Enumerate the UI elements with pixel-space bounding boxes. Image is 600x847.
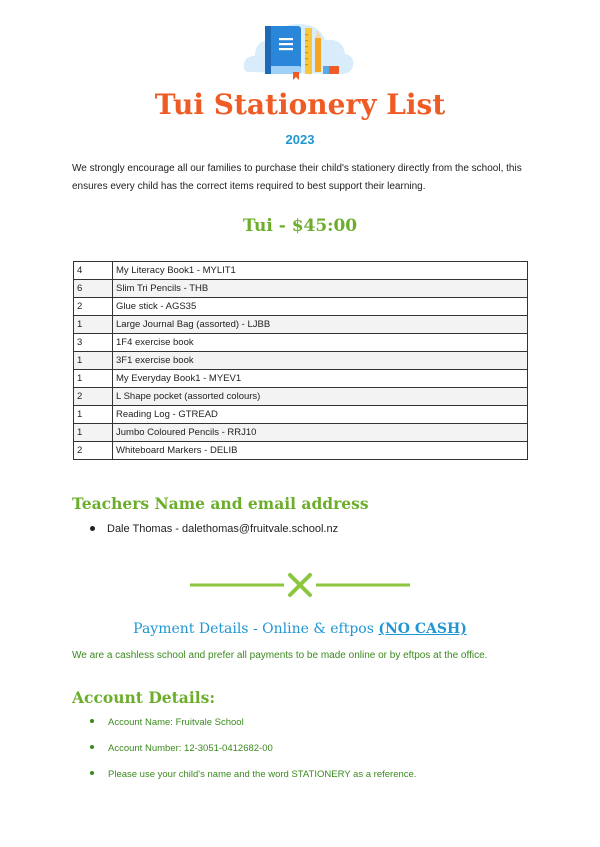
account-number: [90, 743, 273, 754]
bullet-icon: [90, 745, 94, 749]
payment-heading: [0, 621, 600, 637]
table-row: [74, 352, 528, 370]
table-row: [74, 424, 528, 442]
table-row: [74, 298, 528, 316]
teacher-entry: [90, 523, 338, 535]
bullet-icon: [90, 526, 95, 531]
books-stationery-icon: [243, 14, 355, 80]
item-qty: 2: [74, 388, 113, 406]
item-qty: 1: [74, 316, 113, 334]
year: 2023: [285, 132, 315, 147]
item-qty: 1: [74, 352, 113, 370]
item-name: Large Journal Bag (assorted) - LJBB: [113, 316, 528, 334]
item-name: Slim Tri Pencils - THB: [113, 280, 528, 298]
table-row: [74, 370, 528, 388]
teacher-heading: Teachers Name and email address: [72, 494, 369, 513]
table-row: [74, 388, 528, 406]
no-cash-link[interactable]: (NO CASH): [378, 621, 467, 637]
item-name: L Shape pocket (assorted colours): [113, 388, 528, 406]
item-qty: 2: [74, 442, 113, 460]
stationery-table: [73, 261, 528, 460]
item-qty: 1: [74, 406, 113, 424]
table-row: [74, 262, 528, 280]
item-name: Whiteboard Markers - DELIB: [113, 442, 528, 460]
account-name: [90, 717, 244, 728]
item-name: 3F1 exercise book: [113, 352, 528, 370]
table-row: [74, 280, 528, 298]
page-title: Tui Stationery List: [154, 88, 446, 121]
account-name-text: Account Name: Fruitvale School: [108, 717, 244, 728]
payment-note: We are a cashless school and prefer all payments to be made online or by eftpos at the office.: [72, 650, 488, 661]
item-qty: 2: [74, 298, 113, 316]
item-qty: 1: [74, 370, 113, 388]
item-name: My Literacy Book1 - MYLIT1: [113, 262, 528, 280]
account-number-text: Account Number: 12-3051-0412682-00: [108, 743, 273, 754]
intro-text: We strongly encourage all our families to purchase their child's stationery directly from the school, this ensures every child has the correct items required to best support their learning.: [72, 163, 522, 192]
table-row: [74, 442, 528, 460]
payment-heading-text: Payment Details - Online & eftpos: [133, 621, 379, 637]
account-reference-text: Please use your child's name and the word STATIONERY as a reference.: [108, 769, 417, 780]
account-heading: Account Details:: [72, 688, 216, 707]
bullet-icon: [90, 771, 94, 775]
class-price: Tui - $45:00: [242, 216, 358, 236]
item-name: Glue stick - AGS35: [113, 298, 528, 316]
item-name: My Everyday Book1 - MYEV1: [113, 370, 528, 388]
item-qty: 1: [74, 424, 113, 442]
item-qty: 3: [74, 334, 113, 352]
cross-divider-icon: [190, 572, 410, 598]
item-name: 1F4 exercise book: [113, 334, 528, 352]
item-name: Reading Log - GTREAD: [113, 406, 528, 424]
table-row: [74, 316, 528, 334]
item-qty: 4: [74, 262, 113, 280]
bullet-icon: [90, 719, 94, 723]
account-reference: [90, 769, 416, 780]
table-row: [74, 406, 528, 424]
teacher-entry-text: Dale Thomas - dalethomas@fruitvale.school.nz: [107, 523, 339, 535]
table-row: [74, 334, 528, 352]
item-qty: 6: [74, 280, 113, 298]
item-name: Jumbo Coloured Pencils - RRJ10: [113, 424, 528, 442]
